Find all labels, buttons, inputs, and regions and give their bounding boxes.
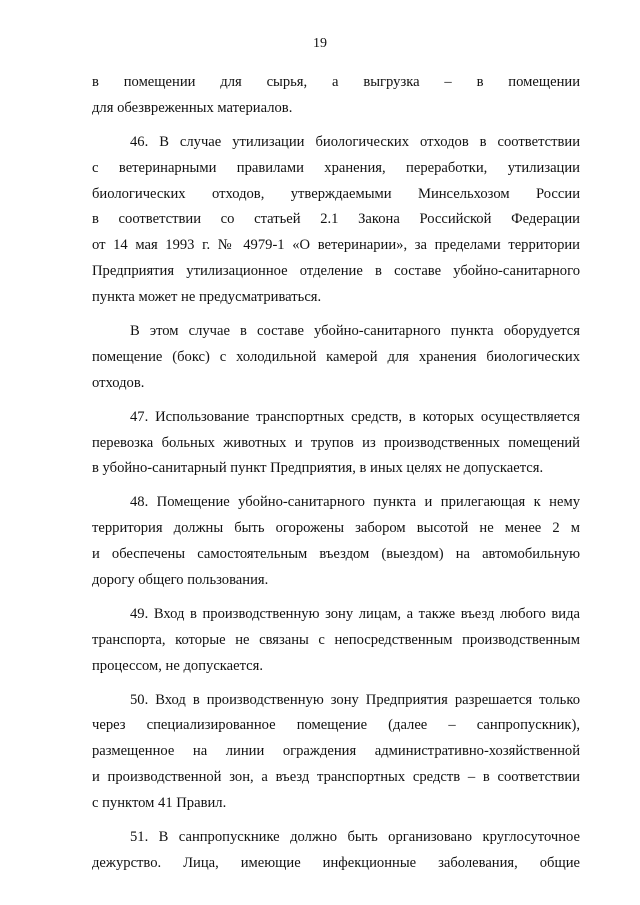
- text-line: для обезвреженных материалов.: [92, 99, 293, 116]
- text-line: 48. Помещение убойно-санитарного пункта и прилегающая к нему: [130, 494, 580, 511]
- paragraph-50: [92, 688, 580, 817]
- page-number: 19: [313, 36, 327, 51]
- paragraph-46: [92, 130, 580, 311]
- text-line: размещенное на линии ограждения административно-хозяйственной: [92, 743, 580, 760]
- paragraph-49: [92, 602, 580, 680]
- text-line: дорогу общего пользования.: [92, 572, 269, 589]
- text-line: 47. Использование транспортных средств, в которых осуществляется: [130, 408, 580, 425]
- text-line: транспорта, которые не связаны с непосредственным производственным: [92, 631, 580, 648]
- text-line: территория должны быть огорожены забором высотой не менее 2 м: [92, 520, 580, 537]
- text-line: помещение (бокс) с холодильной камерой для хранения биологических: [92, 348, 580, 365]
- text-line: в помещении для сырья, а выгрузка – в помещении: [92, 74, 580, 90]
- text-line: процессом, не допускается.: [92, 657, 264, 674]
- text-line: 50. Вход в производственную зону Предприятия разрешается только: [130, 691, 580, 708]
- text-line: в соответствии со статьей 2.1 Закона Российской Федерации: [92, 211, 580, 228]
- text-line: и производственной зон, а въезд транспортных средств – в соответствии: [92, 769, 580, 786]
- text-line: пункта может не предусматриваться.: [92, 289, 322, 306]
- paragraph-continuation: [92, 70, 580, 122]
- text-line: В этом случае в составе убойно-санитарного пункта оборудуется: [130, 323, 580, 340]
- text-line: отходов.: [92, 374, 145, 391]
- text-line: биологических отходов, утверждаемыми Минсельхозом России: [92, 185, 580, 202]
- paragraph-51: [92, 825, 580, 877]
- text-line: 46. В случае утилизации биологических отходов в соответствии: [130, 133, 580, 150]
- text-line: от 14 мая 1993 г. № 4979-1 «О ветеринарии», за пределами территории: [92, 237, 580, 254]
- text-line: 51. В санпропускнике должно быть организовано круглосуточное: [130, 829, 580, 846]
- text-line: Предприятия утилизационное отделение в составе убойно-санитарного: [92, 263, 580, 280]
- text-line: и обеспечены самостоятельным въездом (выездом) на автомобильную: [92, 546, 580, 563]
- paragraph-47: [92, 405, 580, 483]
- text-line: 49. Вход в производственную зону лицам, а также въезд любого вида: [130, 605, 580, 622]
- text-line: с ветеринарными правилами хранения, переработки, утилизации: [92, 159, 580, 176]
- text-line: перевозка больных животных и трупов из производственных помещений: [92, 434, 580, 451]
- paragraph-46-b: [92, 319, 580, 397]
- text-line: через специализированное помещение (далее – санпропускник),: [92, 717, 580, 734]
- paragraph-48: [92, 490, 580, 594]
- text-line: дежурство. Лица, имеющие инфекционные заболевания, общие: [92, 854, 580, 871]
- text-line: с пунктом 41 Правил.: [92, 795, 227, 812]
- text-line: в убойно-санитарный пункт Предприятия, в иных целях не допускается.: [92, 460, 544, 477]
- document-body: [92, 70, 580, 877]
